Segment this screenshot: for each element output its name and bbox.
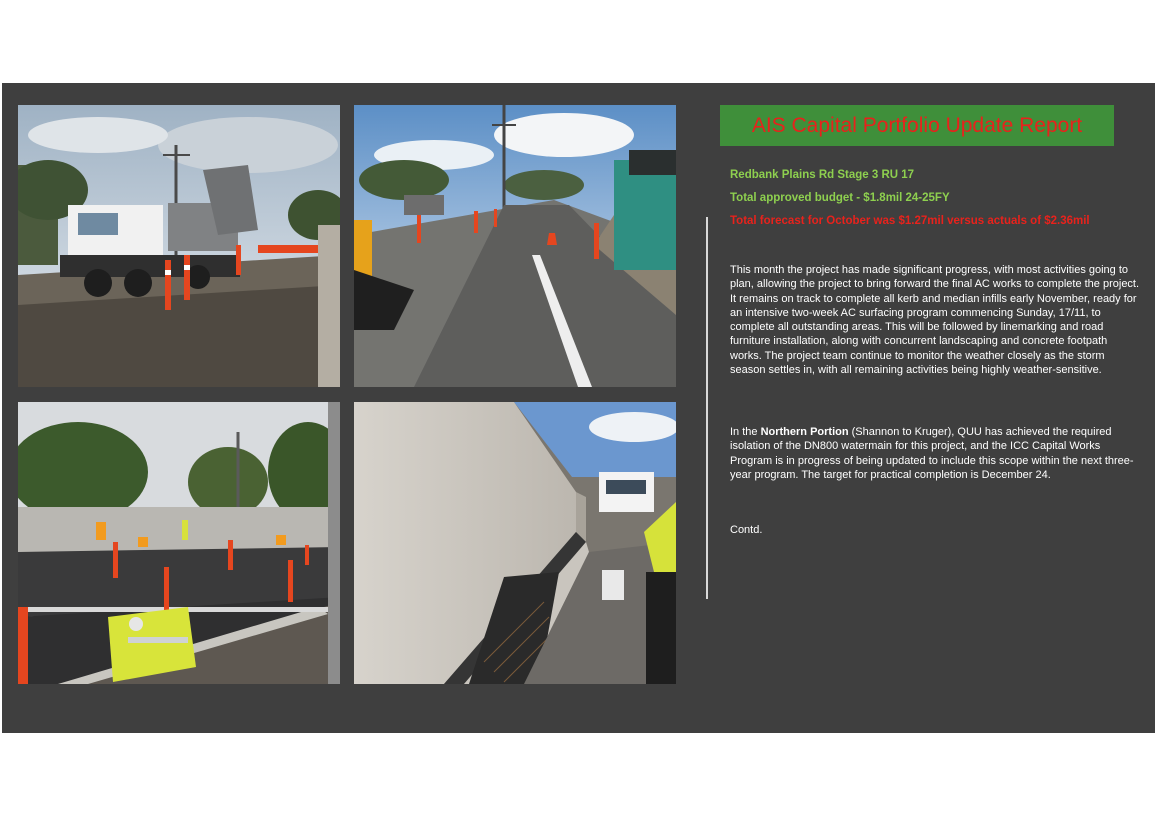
para2-prefix: In the	[730, 426, 761, 438]
photo-truck-roadworks	[18, 105, 340, 387]
report-slide	[2, 83, 1155, 733]
progress-paragraph: This month the project has made significant progress, with most activities going to plan, allowing the project to bring forward the final AC works to complete the project. It remains on track to complete all kerb and median infills early November, ready for an intensive two-week AC surfacing program commencing Sunday, 17/11, to complete all outstanding areas. This will be followed by linemarking and road furniture installation, along with concurrent landscaping and concrete footpath works. The project team continue to monitor the weather closely as the storm season settles in, with all remaining activities being highly weather-sensitive.	[730, 264, 1140, 377]
project-name: Redbank Plains Rd Stage 3 RU 17	[730, 169, 915, 181]
divider-line	[706, 217, 708, 599]
contd-text: Contd.	[730, 524, 763, 536]
approved-budget: Total approved budget - $1.8mil 24-25FY	[730, 192, 950, 204]
northern-portion-label: Northern Portion	[760, 426, 849, 438]
photo-asphalt-road	[354, 105, 676, 387]
photo-workers-wall	[18, 402, 340, 684]
northern-portion-paragraph	[730, 425, 1142, 482]
photo-retaining-wall	[354, 402, 676, 684]
report-title: AIS Capital Portfolio Update Report	[720, 105, 1114, 146]
forecast-note: Total forecast for October was $1.27mil versus actuals of $2.36mil	[730, 215, 1090, 227]
para2-rest: (Shannon to Kruger), QUU has achieved the required isolation of the DN800 watermain for this project, and the ICC Capital Works Program is in progress of being updated to include this scope within the next three-year program. The target for practical completion is December 24.	[730, 426, 1134, 481]
